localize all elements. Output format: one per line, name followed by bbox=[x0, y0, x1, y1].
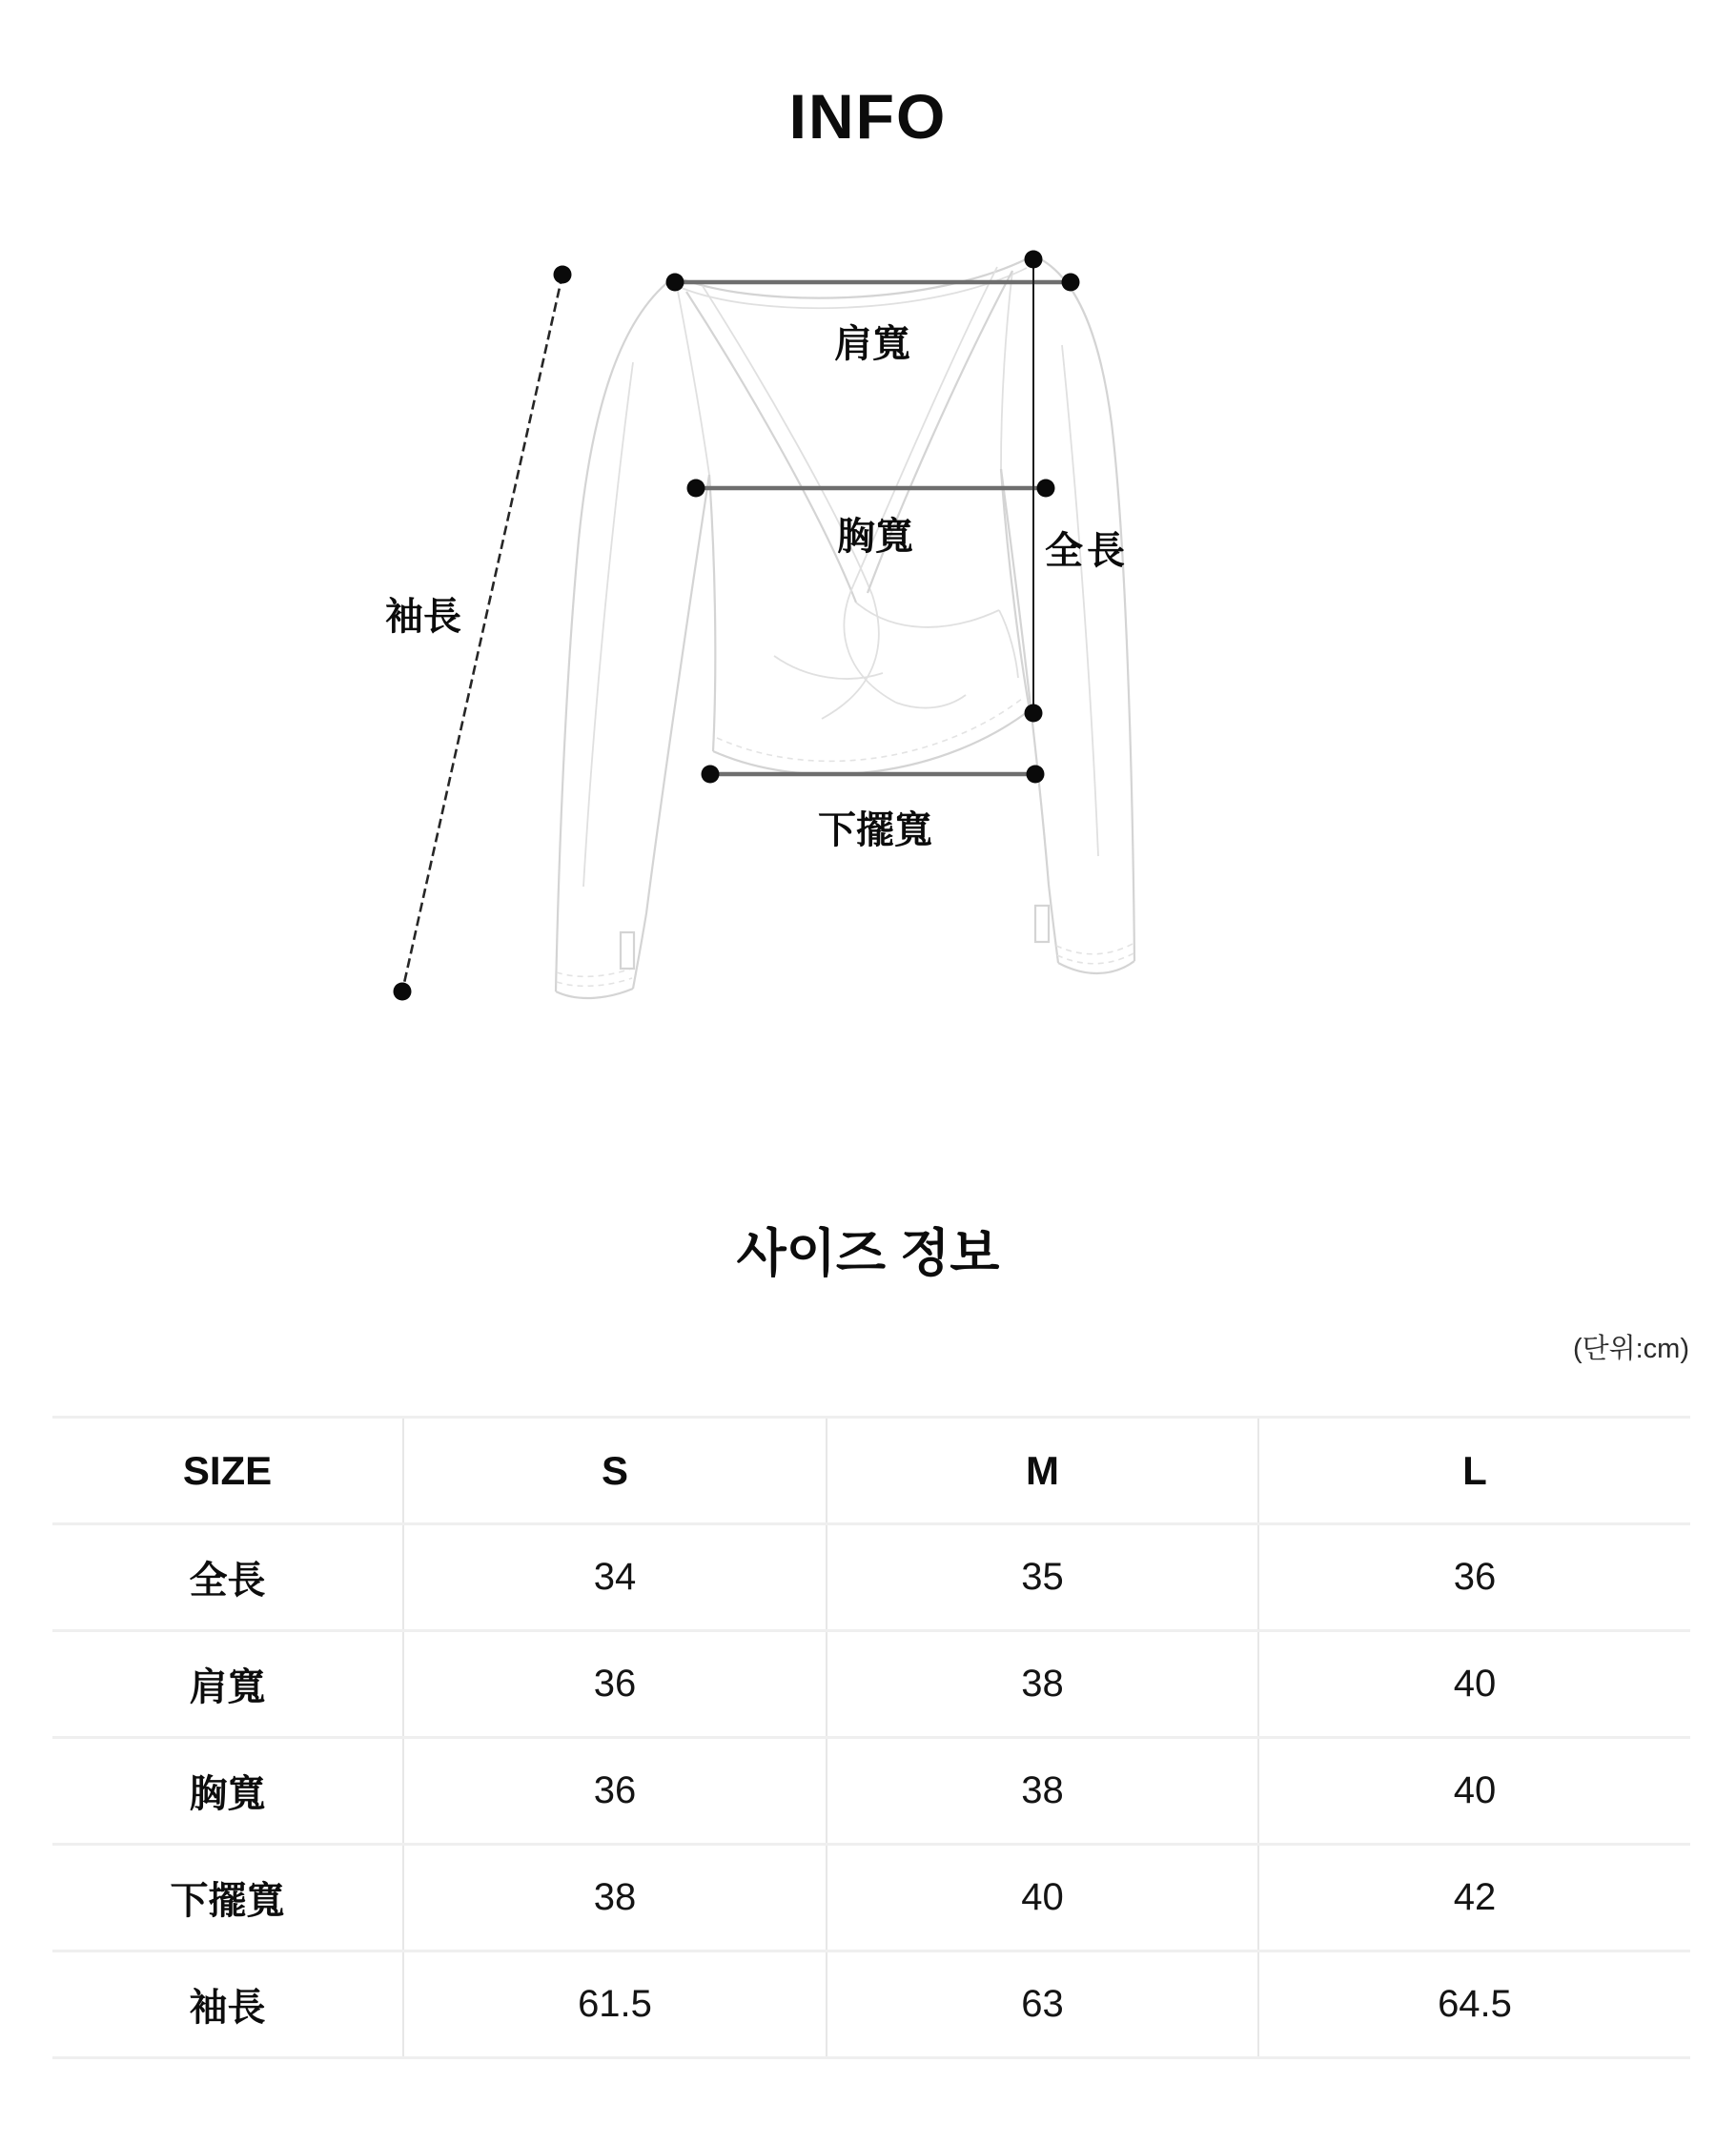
cell-value: 40 bbox=[827, 1845, 1258, 1951]
cell-value: 40 bbox=[1258, 1738, 1690, 1845]
unit-note: (단위:cm) bbox=[1572, 1334, 1689, 1364]
cell-value: 42 bbox=[1258, 1845, 1690, 1951]
sleeve-length-label: 袖長 bbox=[385, 596, 461, 638]
shoulder-width-label: 肩寬 bbox=[834, 323, 910, 365]
measure-dots bbox=[394, 251, 1080, 1001]
cell-value: 38 bbox=[403, 1845, 827, 1951]
cell-value: 36 bbox=[403, 1738, 827, 1845]
cell-value: 38 bbox=[827, 1631, 1258, 1738]
page-title: INFO bbox=[788, 81, 948, 152]
right-cuff-tag bbox=[1035, 906, 1049, 942]
table-row bbox=[52, 1524, 1690, 1631]
table-row bbox=[52, 1738, 1690, 1845]
cell-value: 36 bbox=[1258, 1524, 1690, 1631]
col-header-s: S bbox=[403, 1418, 827, 1524]
size-table bbox=[52, 1416, 1690, 2059]
col-header-m: M bbox=[827, 1418, 1258, 1524]
size-section-title: 사이즈 정보 bbox=[736, 1225, 1000, 1282]
cell-value: 35 bbox=[827, 1524, 1258, 1631]
row-label: 下擺寬 bbox=[170, 1880, 285, 1922]
full-length-label: 全長 bbox=[1045, 530, 1129, 572]
row-label: 肩寬 bbox=[189, 1666, 266, 1708]
col-header-size: SIZE bbox=[182, 1447, 273, 1493]
size-table-header bbox=[52, 1418, 1690, 1524]
table-row bbox=[52, 1631, 1690, 1738]
header-row bbox=[52, 1418, 1690, 1524]
cell-value: 34 bbox=[403, 1524, 827, 1631]
left-cuff-tag bbox=[621, 932, 634, 969]
col-header-l: L bbox=[1258, 1418, 1690, 1524]
hem-width-label: 下擺寬 bbox=[818, 809, 932, 851]
cell-value: 61.5 bbox=[403, 1951, 827, 2058]
cell-value: 36 bbox=[403, 1631, 827, 1738]
table-row bbox=[52, 1845, 1690, 1951]
chest-width-label: 胸寬 bbox=[837, 516, 913, 558]
row-label: 袖長 bbox=[189, 1987, 266, 2029]
garment-outline bbox=[556, 255, 1134, 998]
cell-value: 38 bbox=[827, 1738, 1258, 1845]
table-row bbox=[52, 1951, 1690, 2058]
cell-value: 40 bbox=[1258, 1631, 1690, 1738]
cell-value: 63 bbox=[827, 1951, 1258, 2058]
cell-value: 64.5 bbox=[1258, 1951, 1690, 2058]
row-label: 胸寬 bbox=[189, 1773, 266, 1815]
row-label: 全長 bbox=[189, 1560, 266, 1602]
